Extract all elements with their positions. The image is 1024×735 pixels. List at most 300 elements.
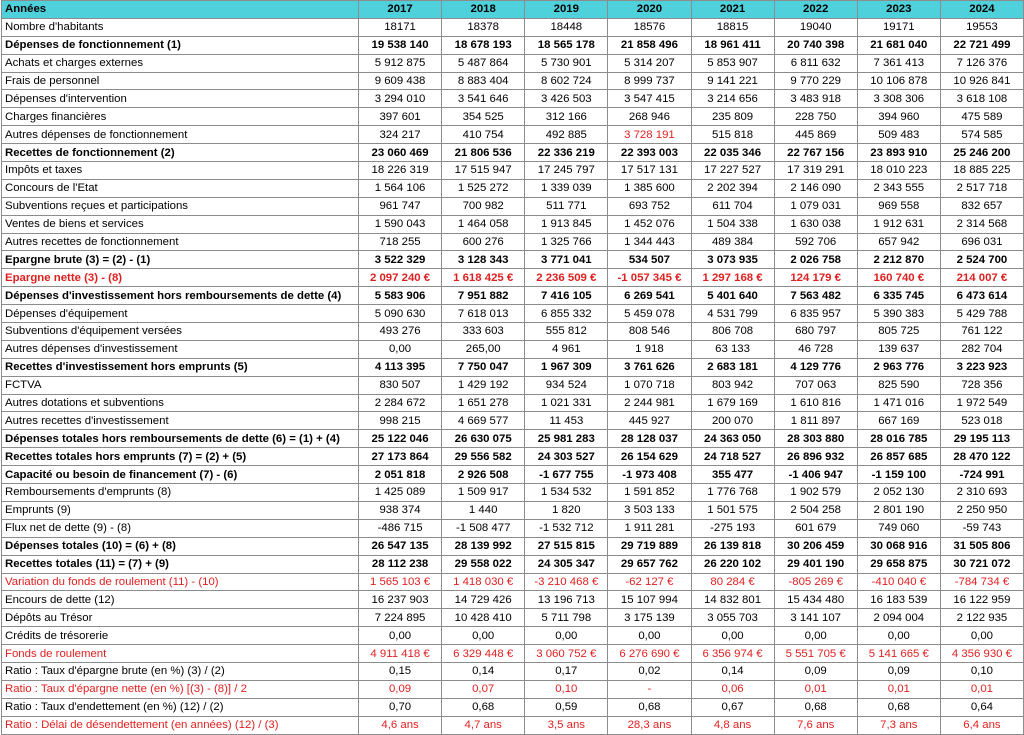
- value-cell: 7,3 ans: [857, 716, 940, 734]
- value-cell: 4,8 ans: [691, 716, 774, 734]
- value-cell: 0,00: [857, 627, 940, 645]
- table-row: [2, 448, 1024, 466]
- value-cell: 832 657: [940, 197, 1023, 215]
- value-cell: 282 704: [940, 340, 1023, 358]
- value-cell: 63 133: [691, 340, 774, 358]
- value-cell: 200 070: [691, 412, 774, 430]
- value-cell: 27 173 864: [359, 448, 442, 466]
- value-cell: -1 406 947: [774, 466, 857, 484]
- value-cell: 1 504 338: [691, 215, 774, 233]
- value-cell: 1 344 443: [608, 233, 691, 251]
- row-label: Subventions reçues et participations: [2, 197, 359, 215]
- row-label: Dépenses d'intervention: [2, 90, 359, 108]
- table-row: [2, 627, 1024, 645]
- value-cell: 5 730 901: [525, 54, 608, 72]
- value-cell: 17 517 131: [608, 162, 691, 180]
- value-cell: 0,14: [442, 662, 525, 680]
- table-row: [2, 340, 1024, 358]
- value-cell: -3 210 468 €: [525, 573, 608, 591]
- value-cell: 4,6 ans: [359, 716, 442, 734]
- value-cell: 3 426 503: [525, 90, 608, 108]
- value-cell: 28 112 238: [359, 555, 442, 573]
- table-row: [2, 126, 1024, 144]
- value-cell: 18 565 178: [525, 36, 608, 54]
- value-cell: 515 818: [691, 126, 774, 144]
- value-cell: 0,02: [608, 662, 691, 680]
- value-cell: 21 806 536: [442, 144, 525, 162]
- value-cell: 611 704: [691, 197, 774, 215]
- row-label: Autres dotations et subventions: [2, 394, 359, 412]
- value-cell: 29 658 875: [857, 555, 940, 573]
- value-cell: 7 361 413: [857, 54, 940, 72]
- value-cell: 5 487 864: [442, 54, 525, 72]
- value-cell: 4,7 ans: [442, 716, 525, 734]
- table-row: [2, 501, 1024, 519]
- value-cell: 14 729 426: [442, 591, 525, 609]
- row-label: Achats et charges externes: [2, 54, 359, 72]
- row-label: Ratio : Délai de désendettement (en années) (12) / (3): [2, 716, 359, 734]
- value-cell: 25 246 200: [940, 144, 1023, 162]
- header-cell: 2023: [857, 1, 940, 19]
- value-cell: 3 223 923: [940, 358, 1023, 376]
- value-cell: 1 912 631: [857, 215, 940, 233]
- value-cell: 2 212 870: [857, 251, 940, 269]
- value-cell: 1 440: [442, 501, 525, 519]
- value-cell: 1 679 169: [691, 394, 774, 412]
- value-cell: 6 473 614: [940, 287, 1023, 305]
- value-cell: 0,09: [857, 662, 940, 680]
- value-cell: 1 911 281: [608, 519, 691, 537]
- value-cell: 11 453: [525, 412, 608, 430]
- value-cell: 5 390 383: [857, 305, 940, 323]
- value-cell: 3 175 139: [608, 609, 691, 627]
- table-row: [2, 466, 1024, 484]
- value-cell: 6 356 974 €: [691, 645, 774, 663]
- value-cell: 324 217: [359, 126, 442, 144]
- value-cell: 749 060: [857, 519, 940, 537]
- value-cell: 2 052 130: [857, 484, 940, 502]
- value-cell: 1 501 575: [691, 501, 774, 519]
- value-cell: 355 477: [691, 466, 774, 484]
- row-label: Recettes totales (11) = (7) + (9): [2, 555, 359, 573]
- value-cell: 693 752: [608, 197, 691, 215]
- value-cell: 30 206 459: [774, 537, 857, 555]
- row-label: Recettes de fonctionnement (2): [2, 144, 359, 162]
- value-cell: 15 107 994: [608, 591, 691, 609]
- row-label: Dépenses totales hors remboursements de dette (6) = (1) + (4): [2, 430, 359, 448]
- value-cell: 4 531 799: [691, 305, 774, 323]
- value-cell: -59 743: [940, 519, 1023, 537]
- value-cell: 3 761 626: [608, 358, 691, 376]
- value-cell: 0,68: [857, 698, 940, 716]
- value-cell: 1 776 768: [691, 484, 774, 502]
- table-row: [2, 716, 1024, 734]
- row-label: Epargne brute (3) = (2) - (1): [2, 251, 359, 269]
- value-cell: -: [608, 680, 691, 698]
- value-cell: 5 551 705 €: [774, 645, 857, 663]
- value-cell: 29 195 113: [940, 430, 1023, 448]
- value-cell: 2 097 240 €: [359, 269, 442, 287]
- value-cell: 1 918: [608, 340, 691, 358]
- table-row: [2, 269, 1024, 287]
- value-cell: 0,64: [940, 698, 1023, 716]
- financial-table: [1, 0, 1024, 735]
- value-cell: 574 585: [940, 126, 1023, 144]
- value-cell: 26 857 685: [857, 448, 940, 466]
- value-cell: 1 418 030 €: [442, 573, 525, 591]
- value-cell: 0,09: [359, 680, 442, 698]
- table-row: [2, 519, 1024, 537]
- value-cell: 5 429 788: [940, 305, 1023, 323]
- header-cell: Années: [2, 1, 359, 19]
- value-cell: 21 681 040: [857, 36, 940, 54]
- header-cell: 2018: [442, 1, 525, 19]
- value-cell: -486 715: [359, 519, 442, 537]
- row-label: Autres recettes de fonctionnement: [2, 233, 359, 251]
- value-cell: 17 227 527: [691, 162, 774, 180]
- value-cell: 17 515 947: [442, 162, 525, 180]
- value-cell: 265,00: [442, 340, 525, 358]
- value-cell: 22 336 219: [525, 144, 608, 162]
- row-label: FCTVA: [2, 376, 359, 394]
- value-cell: 0,00: [691, 627, 774, 645]
- value-cell: 1 534 532: [525, 484, 608, 502]
- value-cell: 18 226 319: [359, 162, 442, 180]
- table-row: [2, 645, 1024, 663]
- value-cell: 2 284 672: [359, 394, 442, 412]
- value-cell: 0,01: [774, 680, 857, 698]
- value-cell: 1 913 845: [525, 215, 608, 233]
- value-cell: 0,68: [442, 698, 525, 716]
- value-cell: 2 517 718: [940, 179, 1023, 197]
- value-cell: 2 122 935: [940, 609, 1023, 627]
- value-cell: 29 719 889: [608, 537, 691, 555]
- row-label: Autres dépenses d'investissement: [2, 340, 359, 358]
- value-cell: 18448: [525, 18, 608, 36]
- row-label: Autres recettes d'investissement: [2, 412, 359, 430]
- row-label: Fonds de roulement: [2, 645, 359, 663]
- row-label: Flux net de dette (9) - (8): [2, 519, 359, 537]
- value-cell: 0,70: [359, 698, 442, 716]
- value-cell: 2 236 509 €: [525, 269, 608, 287]
- value-cell: 1 630 038: [774, 215, 857, 233]
- table-row: [2, 555, 1024, 573]
- table-row: [2, 305, 1024, 323]
- value-cell: 4 669 577: [442, 412, 525, 430]
- value-cell: 394 960: [857, 108, 940, 126]
- value-cell: 3 728 191: [608, 126, 691, 144]
- table-row: [2, 54, 1024, 72]
- row-label: Autres dépenses de fonctionnement: [2, 126, 359, 144]
- value-cell: 8 602 724: [525, 72, 608, 90]
- value-cell: 7 126 376: [940, 54, 1023, 72]
- value-cell: 3 141 107: [774, 609, 857, 627]
- table-row: [2, 162, 1024, 180]
- value-cell: 2 250 950: [940, 501, 1023, 519]
- value-cell: 445 869: [774, 126, 857, 144]
- value-cell: 761 122: [940, 323, 1023, 341]
- value-cell: 998 215: [359, 412, 442, 430]
- table-row: [2, 484, 1024, 502]
- value-cell: -275 193: [691, 519, 774, 537]
- value-cell: 1 429 192: [442, 376, 525, 394]
- value-cell: -1 057 345 €: [608, 269, 691, 287]
- row-label: Remboursements d'emprunts (8): [2, 484, 359, 502]
- value-cell: 3 503 133: [608, 501, 691, 519]
- table-row: [2, 36, 1024, 54]
- row-label: Dépôts au Trésor: [2, 609, 359, 627]
- value-cell: 9 609 438: [359, 72, 442, 90]
- value-cell: 2 343 555: [857, 179, 940, 197]
- value-cell: 16 122 959: [940, 591, 1023, 609]
- value-cell: 1 070 718: [608, 376, 691, 394]
- value-cell: 1 820: [525, 501, 608, 519]
- row-label: Crédits de trésorerie: [2, 627, 359, 645]
- value-cell: 969 558: [857, 197, 940, 215]
- value-cell: 228 750: [774, 108, 857, 126]
- value-cell: 29 556 582: [442, 448, 525, 466]
- table-row: [2, 662, 1024, 680]
- value-cell: 1 464 058: [442, 215, 525, 233]
- value-cell: 6 811 632: [774, 54, 857, 72]
- value-cell: 19040: [774, 18, 857, 36]
- value-cell: 1 610 816: [774, 394, 857, 412]
- value-cell: 16 237 903: [359, 591, 442, 609]
- value-cell: 806 708: [691, 323, 774, 341]
- row-label: Dépenses de fonctionnement (1): [2, 36, 359, 54]
- value-cell: 9 770 229: [774, 72, 857, 90]
- value-cell: 3,5 ans: [525, 716, 608, 734]
- value-cell: 27 515 815: [525, 537, 608, 555]
- value-cell: 0,14: [691, 662, 774, 680]
- value-cell: 22 393 003: [608, 144, 691, 162]
- value-cell: 3 771 041: [525, 251, 608, 269]
- value-cell: 805 725: [857, 323, 940, 341]
- header-cell: 2020: [608, 1, 691, 19]
- row-label: Ventes de biens et services: [2, 215, 359, 233]
- value-cell: 397 601: [359, 108, 442, 126]
- value-cell: 493 276: [359, 323, 442, 341]
- value-cell: 680 797: [774, 323, 857, 341]
- table-row: [2, 412, 1024, 430]
- value-cell: 601 679: [774, 519, 857, 537]
- value-cell: 1 452 076: [608, 215, 691, 233]
- value-cell: 7 563 482: [774, 287, 857, 305]
- value-cell: 667 169: [857, 412, 940, 430]
- value-cell: 3 060 752 €: [525, 645, 608, 663]
- value-cell: 592 706: [774, 233, 857, 251]
- value-cell: 4 129 776: [774, 358, 857, 376]
- value-cell: 2 926 508: [442, 466, 525, 484]
- value-cell: 160 740 €: [857, 269, 940, 287]
- value-cell: 1 509 917: [442, 484, 525, 502]
- value-cell: 21 858 496: [608, 36, 691, 54]
- value-cell: 29 401 190: [774, 555, 857, 573]
- value-cell: 3 522 329: [359, 251, 442, 269]
- value-cell: 18815: [691, 18, 774, 36]
- row-label: Recettes d'investissement hors emprunts (5): [2, 358, 359, 376]
- value-cell: 46 728: [774, 340, 857, 358]
- value-cell: -1 159 100: [857, 466, 940, 484]
- value-cell: 0,06: [691, 680, 774, 698]
- value-cell: 5 711 798: [525, 609, 608, 627]
- value-cell: 28 016 785: [857, 430, 940, 448]
- value-cell: 1 021 331: [525, 394, 608, 412]
- value-cell: 2 026 758: [774, 251, 857, 269]
- value-cell: 696 031: [940, 233, 1023, 251]
- value-cell: 5 459 078: [608, 305, 691, 323]
- value-cell: 31 505 806: [940, 537, 1023, 555]
- value-cell: 1 564 106: [359, 179, 442, 197]
- value-cell: 1 902 579: [774, 484, 857, 502]
- value-cell: 1 618 425 €: [442, 269, 525, 287]
- value-cell: 4 961: [525, 340, 608, 358]
- value-cell: 1 590 043: [359, 215, 442, 233]
- value-cell: 26 630 075: [442, 430, 525, 448]
- table-row: [2, 698, 1024, 716]
- value-cell: 5 314 207: [608, 54, 691, 72]
- value-cell: 0,09: [774, 662, 857, 680]
- value-cell: 333 603: [442, 323, 525, 341]
- value-cell: 803 942: [691, 376, 774, 394]
- value-cell: 354 525: [442, 108, 525, 126]
- value-cell: 5 090 630: [359, 305, 442, 323]
- value-cell: 1 651 278: [442, 394, 525, 412]
- value-cell: 0,00: [608, 627, 691, 645]
- value-cell: 7,6 ans: [774, 716, 857, 734]
- value-cell: 3 483 918: [774, 90, 857, 108]
- value-cell: -784 734 €: [940, 573, 1023, 591]
- table-row: [2, 680, 1024, 698]
- value-cell: 0,07: [442, 680, 525, 698]
- value-cell: 825 590: [857, 376, 940, 394]
- value-cell: 6 329 448 €: [442, 645, 525, 663]
- value-cell: 26 139 818: [691, 537, 774, 555]
- value-cell: 6 855 332: [525, 305, 608, 323]
- value-cell: 3 308 306: [857, 90, 940, 108]
- value-cell: 19171: [857, 18, 940, 36]
- row-label: Frais de personnel: [2, 72, 359, 90]
- value-cell: 139 637: [857, 340, 940, 358]
- value-cell: 25 981 283: [525, 430, 608, 448]
- value-cell: 235 809: [691, 108, 774, 126]
- table-row: [2, 108, 1024, 126]
- value-cell: 5 401 640: [691, 287, 774, 305]
- value-cell: 0,68: [774, 698, 857, 716]
- value-cell: 0,17: [525, 662, 608, 680]
- value-cell: 808 546: [608, 323, 691, 341]
- value-cell: 523 018: [940, 412, 1023, 430]
- value-cell: 3 073 935: [691, 251, 774, 269]
- value-cell: 2 202 394: [691, 179, 774, 197]
- value-cell: 25 122 046: [359, 430, 442, 448]
- row-label: Recettes totales hors emprunts (7) = (2) + (5): [2, 448, 359, 466]
- value-cell: -62 127 €: [608, 573, 691, 591]
- table-row: [2, 18, 1024, 36]
- value-cell: 707 063: [774, 376, 857, 394]
- header-row: [2, 1, 1024, 19]
- value-cell: 8 883 404: [442, 72, 525, 90]
- value-cell: 28,3 ans: [608, 716, 691, 734]
- value-cell: 2 524 700: [940, 251, 1023, 269]
- table-row: [2, 358, 1024, 376]
- value-cell: 830 507: [359, 376, 442, 394]
- value-cell: 6 269 541: [608, 287, 691, 305]
- table-row: [2, 215, 1024, 233]
- value-cell: 10 106 878: [857, 72, 940, 90]
- value-cell: 2 801 190: [857, 501, 940, 519]
- row-label: Ratio : Taux d'endettement (en %) (12) / (2): [2, 698, 359, 716]
- value-cell: 5 912 875: [359, 54, 442, 72]
- value-cell: 2 504 258: [774, 501, 857, 519]
- value-cell: 6 835 957: [774, 305, 857, 323]
- value-cell: 0,01: [857, 680, 940, 698]
- value-cell: 18171: [359, 18, 442, 36]
- value-cell: 0,10: [940, 662, 1023, 680]
- row-label: Encours de dette (12): [2, 591, 359, 609]
- value-cell: 657 942: [857, 233, 940, 251]
- value-cell: 2 051 818: [359, 466, 442, 484]
- value-cell: 1 525 272: [442, 179, 525, 197]
- value-cell: 22 721 499: [940, 36, 1023, 54]
- value-cell: 3 214 656: [691, 90, 774, 108]
- value-cell: 4 911 418 €: [359, 645, 442, 663]
- value-cell: 29 558 022: [442, 555, 525, 573]
- value-cell: 24 718 527: [691, 448, 774, 466]
- value-cell: 0,67: [691, 698, 774, 716]
- row-label: Emprunts (9): [2, 501, 359, 519]
- value-cell: -724 991: [940, 466, 1023, 484]
- value-cell: 28 303 880: [774, 430, 857, 448]
- value-cell: 6 335 745: [857, 287, 940, 305]
- value-cell: 1 471 016: [857, 394, 940, 412]
- value-cell: 1 972 549: [940, 394, 1023, 412]
- value-cell: 555 812: [525, 323, 608, 341]
- value-cell: 26 220 102: [691, 555, 774, 573]
- value-cell: -805 269 €: [774, 573, 857, 591]
- value-cell: 410 754: [442, 126, 525, 144]
- value-cell: 475 589: [940, 108, 1023, 126]
- value-cell: -1 508 477: [442, 519, 525, 537]
- row-label: Dépenses d'équipement: [2, 305, 359, 323]
- value-cell: 492 885: [525, 126, 608, 144]
- table-row: [2, 609, 1024, 627]
- value-cell: 1 425 089: [359, 484, 442, 502]
- value-cell: 1 385 600: [608, 179, 691, 197]
- value-cell: 14 832 801: [691, 591, 774, 609]
- table-body: [2, 18, 1024, 734]
- row-label: Subventions d'équipement versées: [2, 323, 359, 341]
- value-cell: 1 811 897: [774, 412, 857, 430]
- value-cell: 3 128 343: [442, 251, 525, 269]
- table-row: [2, 179, 1024, 197]
- row-label: Nombre d'habitants: [2, 18, 359, 36]
- value-cell: 26 547 135: [359, 537, 442, 555]
- table-row: [2, 90, 1024, 108]
- table-row: [2, 233, 1024, 251]
- table-row: [2, 287, 1024, 305]
- value-cell: 2 310 693: [940, 484, 1023, 502]
- value-cell: 24 363 050: [691, 430, 774, 448]
- value-cell: 1 565 103 €: [359, 573, 442, 591]
- value-cell: 1 325 766: [525, 233, 608, 251]
- value-cell: 18378: [442, 18, 525, 36]
- value-cell: 16 183 539: [857, 591, 940, 609]
- row-label: Capacité ou besoin de financement (7) - (6): [2, 466, 359, 484]
- value-cell: 700 982: [442, 197, 525, 215]
- header-cell: 2019: [525, 1, 608, 19]
- value-cell: 2 683 181: [691, 358, 774, 376]
